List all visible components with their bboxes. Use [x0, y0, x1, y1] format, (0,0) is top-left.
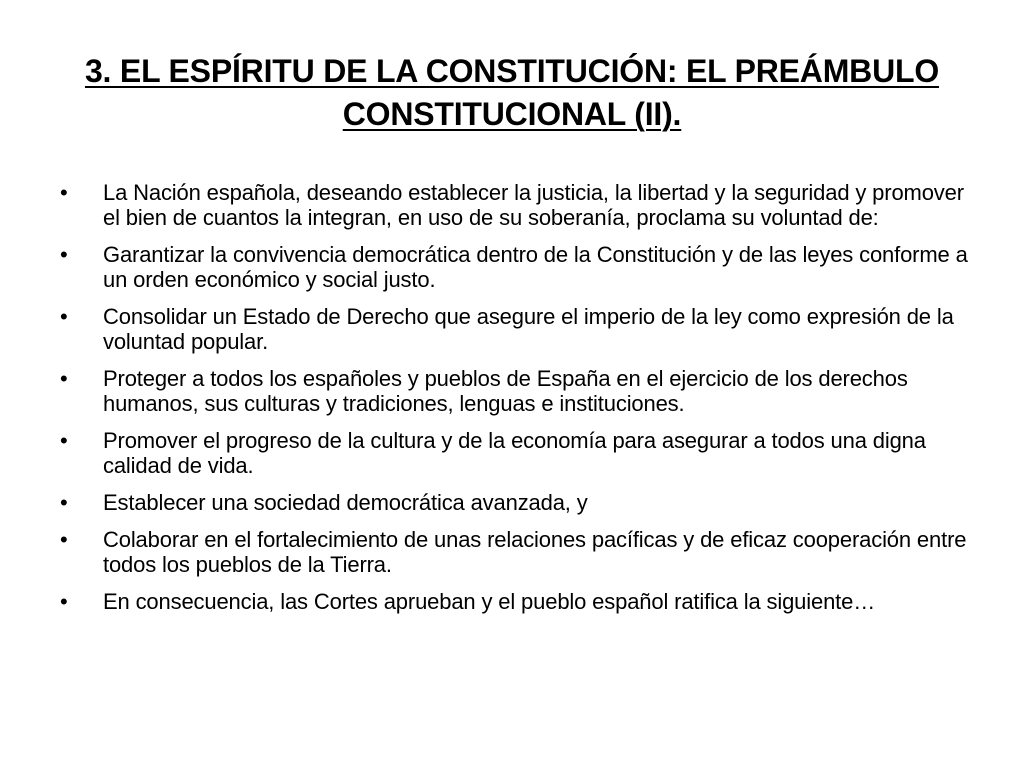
bullet-text: Promover el progreso de la cultura y de la economía para asegurar a todos una digna calidad de vida. [103, 428, 926, 478]
bullet-text: Colaborar en el fortalecimiento de unas relaciones pacíficas y de eficaz cooperación entre todos los pueblos de la Tierra. [103, 527, 967, 577]
bullet-item [58, 589, 978, 614]
bullet-text: Proteger a todos los españoles y pueblos de España en el ejercicio de los derechos humanos, sus culturas y tradiciones, lenguas e instituciones. [103, 366, 908, 416]
bullet-text: La Nación española, deseando establecer la justicia, la libertad y la seguridad y promover el bien de cuantos la integran, en uso de su soberanía, proclama su voluntad de: [103, 180, 964, 230]
bullet-list [58, 180, 978, 626]
bullet-text: Consolidar un Estado de Derecho que asegure el imperio de la ley como expresión de la voluntad popular. [103, 304, 954, 354]
bullet-text: Garantizar la convivencia democrática dentro de la Constitución y de las leyes conforme a un orden económico y social justo. [103, 242, 968, 292]
bullet-icon: • [60, 366, 68, 391]
bullet-item [58, 366, 978, 416]
slide-title: 3. EL ESPÍRITU DE LA CONSTITUCIÓN: EL PREÁMBULO CONSTITUCIONAL (II). [84, 53, 940, 132]
bullet-icon: • [60, 242, 68, 267]
bullet-item [58, 527, 978, 577]
bullet-text: Establecer una sociedad democrática avanzada, y [103, 490, 588, 515]
bullet-item [58, 490, 978, 515]
bullet-icon: • [60, 304, 68, 329]
bullet-icon: • [60, 527, 68, 552]
bullet-icon: • [60, 589, 68, 614]
bullet-item [58, 180, 978, 230]
bullet-item [58, 304, 978, 354]
bullet-icon: • [60, 490, 68, 515]
bullet-item [58, 242, 978, 292]
bullet-item [58, 428, 978, 478]
bullet-text: En consecuencia, las Cortes aprueban y el pueblo español ratifica la siguiente… [103, 589, 876, 614]
bullet-icon: • [60, 180, 68, 205]
bullet-icon: • [60, 428, 68, 453]
